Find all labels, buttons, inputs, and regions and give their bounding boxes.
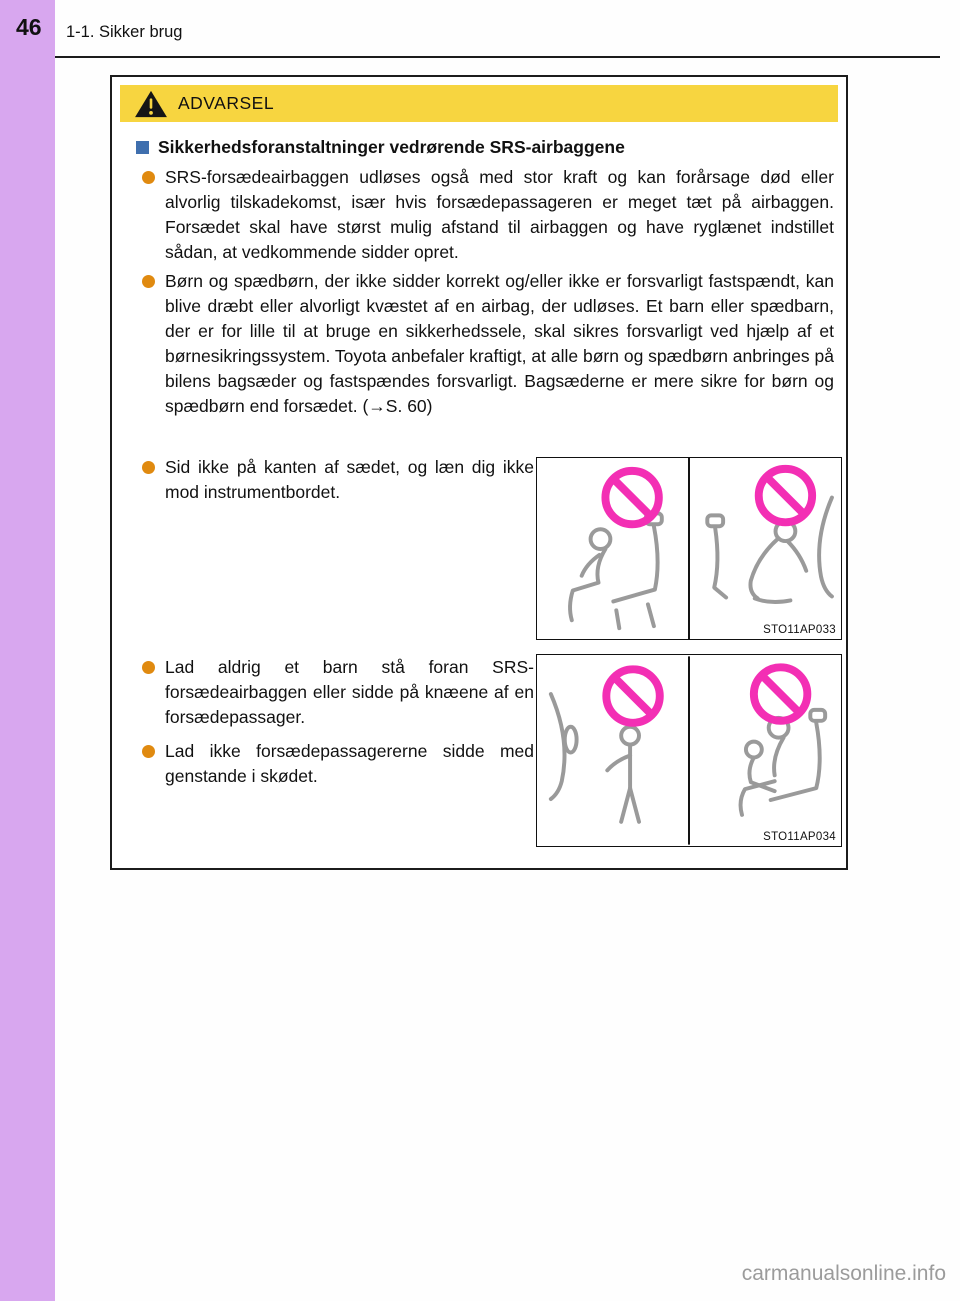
bullet-item [142,165,834,265]
bullet-text: Lad aldrig et barn stå foran SRS-forsædeairbaggen eller sidde på knæene af en forsædepassager. [165,657,534,727]
warning-triangle-icon [134,89,168,119]
figure-code: STO11AP033 [760,624,836,636]
prohibition-icon [759,469,812,522]
section-square-icon [136,141,149,154]
bullet-text: Sid ikke på kanten af sædet, og læn dig ikke mod instrumentbordet. [165,457,534,502]
page-number: 46 [16,14,42,40]
figure-no-child-in-front [536,654,842,847]
bullet-icon [142,745,155,758]
bullet-item [142,269,834,419]
page-edge-stripe [0,0,55,1301]
bullet-item [142,739,534,789]
bullet-item [142,655,534,730]
bullet-icon [142,275,155,288]
child-on-lap-sketch [741,710,826,815]
prohibition-icon [606,669,659,722]
figure-code: STO11AP034 [760,831,836,843]
seat-edge-sketch [570,513,662,628]
figure-no-sitting-on-edge [536,457,842,640]
bullet-text: SRS-forsædeairbaggen udløses også med stor kraft og kan forårsage død eller alvorlig tilskadekomst, især hvis forsædepassageren er meget tæt på airbaggen. Forsædet skal have størst mulig afstand til airbaggen og have ryglænet indstillet sådan, at vedkommende sidder opret. [165,167,834,262]
bullet-text: Børn og spædbørn, der ikke sidder korrekt og/eller ikke er forsvarligt fastspændt, kan blive dræbt eller alvorligt kvæstet af en airbag, der udløses. Et barn eller spædbarn, der er for lille til at bruge en sikkerhedssele, skal sikres forsvarligt ved hjælp af et børnesikringssystem. Toyota anbefaler kraftigt, at alle børn og spædbørn anbringes på bilens bagsæder og fastspændes forsvarligt. Bagsæderne er mere sikre for børn og spædbørn end forsædet. (→S. 60) [165,271,834,416]
no-sit-illustration [537,458,841,639]
warning-box [110,75,848,870]
section-title: Sikkerhedsforanstaltninger vedrørende SRS-airbaggene [158,137,625,157]
prohibition-icon [754,667,807,720]
chapter-header: 1-1. Sikker brug [66,23,183,41]
bullet-icon [142,461,155,474]
header-divider [55,56,940,58]
no-child-illustration [537,655,841,846]
bullet-icon [142,661,155,674]
watermark: carmanualsonline.info [741,1262,946,1285]
bullet-icon [142,171,155,184]
bullet-item [142,455,534,505]
warning-banner-label: ADVARSEL [178,93,275,113]
child-standing-sketch [551,694,639,822]
warning-banner [120,85,838,122]
bullet-text: Lad ikke forsædepassagererne sidde med genstande i skødet. [165,741,534,786]
section-title-row [136,137,625,158]
prohibition-icon [605,471,658,524]
